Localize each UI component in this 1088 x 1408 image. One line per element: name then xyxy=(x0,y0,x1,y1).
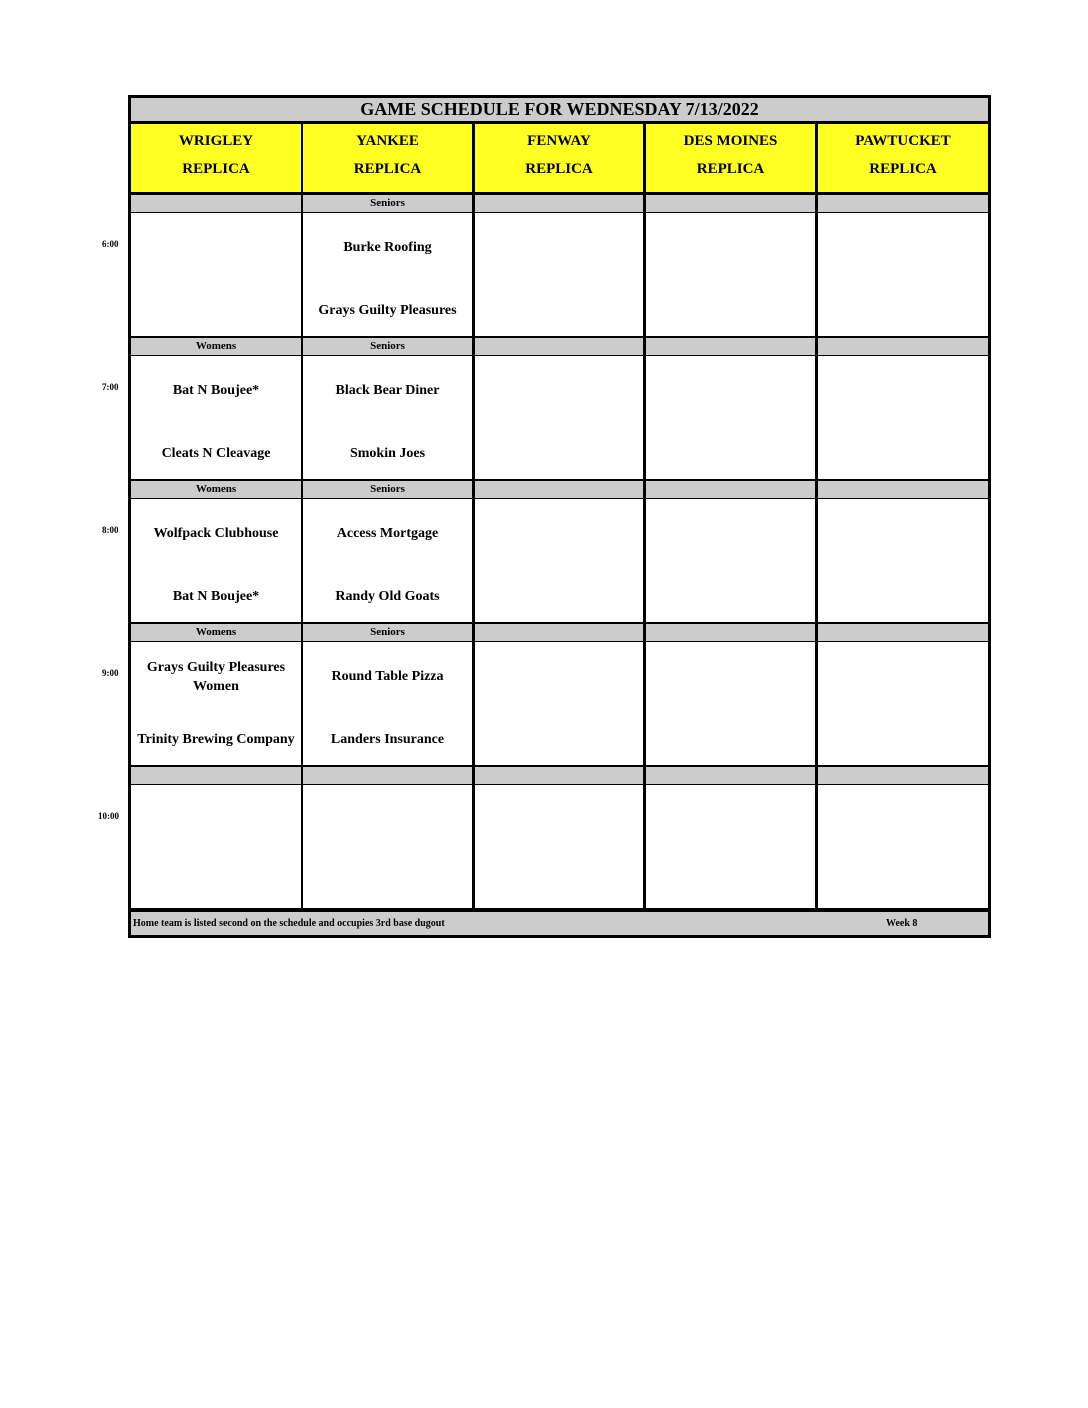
game-cell xyxy=(646,785,815,908)
field-subtitle: REPLICA xyxy=(696,161,765,177)
division-band: Seniors xyxy=(303,338,472,355)
time-label: 9:00 xyxy=(102,668,119,678)
division-band xyxy=(818,481,988,498)
game-cell xyxy=(131,356,301,479)
game-cell xyxy=(475,356,643,479)
field-header-des-moines xyxy=(646,124,815,192)
visiting-team: Wolfpack Clubhouse xyxy=(153,526,279,541)
home-team: Grays Guilty Pleasures xyxy=(318,303,457,318)
division-band: Womens xyxy=(131,624,301,641)
division-band xyxy=(475,195,643,212)
field-name: PAWTUCKET xyxy=(855,133,951,149)
game-cell xyxy=(818,356,988,479)
division-band xyxy=(818,338,988,355)
division-band xyxy=(646,481,815,498)
time-label: 8:00 xyxy=(102,525,119,535)
visiting-team: Grays Guilty Pleasures Women xyxy=(146,660,286,694)
division-band xyxy=(475,624,643,641)
visiting-team: Bat N Boujee* xyxy=(172,383,260,398)
division-band xyxy=(818,195,988,212)
division-band xyxy=(818,767,988,784)
division-band: Womens xyxy=(131,338,301,355)
field-header-pawtucket xyxy=(818,124,988,192)
game-cell xyxy=(303,785,472,908)
game-cell xyxy=(303,356,472,479)
game-cell xyxy=(303,642,472,765)
division-band xyxy=(475,338,643,355)
field-subtitle: REPLICA xyxy=(182,161,250,177)
field-name: FENWAY xyxy=(527,133,591,149)
game-cell xyxy=(303,499,472,622)
division-band xyxy=(131,195,301,212)
division-band xyxy=(131,767,301,784)
game-cell xyxy=(646,356,815,479)
game-cell xyxy=(475,499,643,622)
game-cell xyxy=(475,785,643,908)
field-name: WRIGLEY xyxy=(178,133,254,149)
division-band: Womens xyxy=(131,481,301,498)
home-team: Randy Old Goats xyxy=(335,589,440,604)
field-header-fenway xyxy=(475,124,643,192)
division-band: Seniors xyxy=(303,195,472,212)
field-subtitle: REPLICA xyxy=(353,161,422,177)
time-label: 7:00 xyxy=(102,382,119,392)
field-header-wrigley xyxy=(131,124,301,192)
division-band xyxy=(475,481,643,498)
game-cell xyxy=(818,785,988,908)
division-band xyxy=(303,767,472,784)
division-band: Seniors xyxy=(303,481,472,498)
field-subtitle: REPLICA xyxy=(525,161,593,177)
field-name: YANKEE xyxy=(356,133,419,149)
game-cell xyxy=(131,785,301,908)
division-band xyxy=(646,338,815,355)
division-band xyxy=(646,195,815,212)
game-cell xyxy=(646,642,815,765)
division-band xyxy=(646,624,815,641)
schedule-title: GAME SCHEDULE FOR WEDNESDAY 7/13/2022 xyxy=(131,98,988,121)
home-team: Cleats N Cleavage xyxy=(161,446,271,461)
game-cell xyxy=(131,642,301,765)
game-cell xyxy=(818,213,988,336)
division-band: Seniors xyxy=(303,624,472,641)
field-subtitle: REPLICA xyxy=(869,161,937,177)
home-team: Landers Insurance xyxy=(330,732,445,747)
division-band xyxy=(818,624,988,641)
schedule-footer xyxy=(131,912,988,935)
visiting-team: Black Bear Diner xyxy=(335,383,440,398)
week-label: Week 8 xyxy=(886,918,918,929)
footer-note: Home team is listed second on the schedule and occupies 3rd base dugout xyxy=(133,918,445,929)
game-cell xyxy=(475,213,643,336)
field-header-yankee xyxy=(303,124,472,192)
game-cell xyxy=(475,642,643,765)
field-name: DES MOINES xyxy=(683,133,778,149)
visiting-team: Round Table Pizza xyxy=(331,669,444,684)
time-label: 6:00 xyxy=(102,239,119,249)
division-band xyxy=(475,767,643,784)
visiting-team: Access Mortgage xyxy=(336,526,439,541)
game-cell xyxy=(818,642,988,765)
home-team: Bat N Boujee* xyxy=(172,589,260,604)
visiting-team: Burke Roofing xyxy=(343,240,432,255)
game-cell xyxy=(303,213,472,336)
division-band xyxy=(646,767,815,784)
game-cell xyxy=(131,499,301,622)
home-team: Trinity Brewing Company xyxy=(137,732,295,747)
game-cell xyxy=(131,213,301,336)
time-label: 10:00 xyxy=(98,811,119,821)
game-cell xyxy=(646,499,815,622)
game-cell xyxy=(646,213,815,336)
home-team: Smokin Joes xyxy=(349,446,426,461)
game-cell xyxy=(818,499,988,622)
